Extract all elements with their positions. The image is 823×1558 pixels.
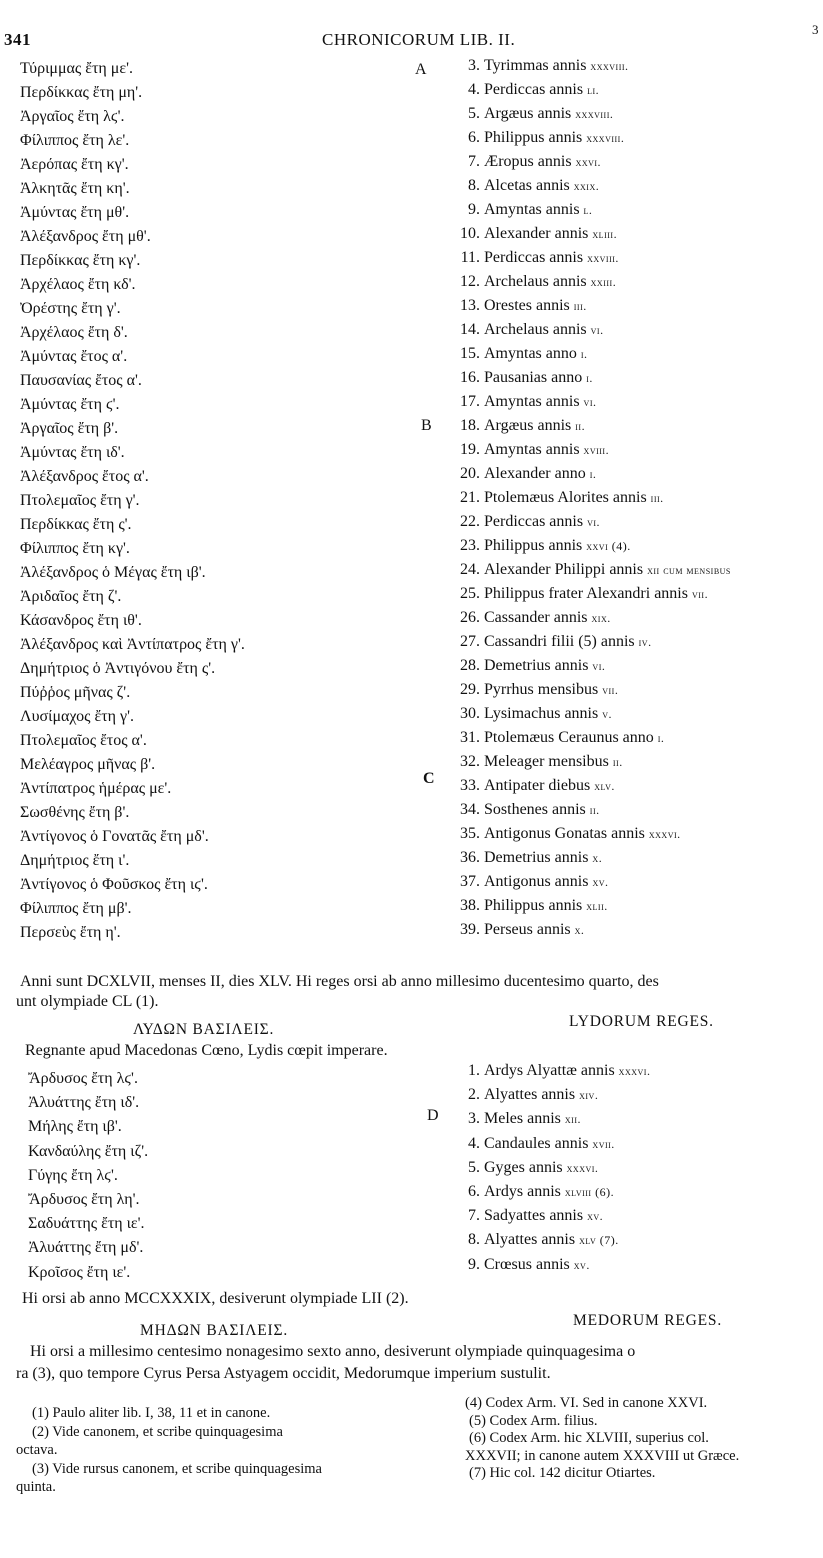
greek-king-entry: Ἀμύντας ἔτη ιδ'. <box>20 444 125 461</box>
latin-king-entry <box>452 1110 581 1128</box>
greek-king-entry: Κάσανδρος ἔτη ιθ'. <box>20 612 142 629</box>
media-latin-title: MEDORUM REGES. <box>573 1312 722 1329</box>
latin-king-entry <box>452 729 664 747</box>
greek-king-entry: Ἀλυάττης ἔτη ιδ'. <box>28 1094 140 1112</box>
greek-king-entry: Κανδαύλης ἔτη ιζ'. <box>28 1142 149 1160</box>
entry-text: Gyges annis <box>484 1158 567 1176</box>
entry-years: xix. <box>591 611 611 625</box>
greek-king-entry: Ἀλέξανδρος καὶ Ἀντίπατρος ἔτη γ'. <box>20 636 245 653</box>
entry-years: xxviii. <box>587 251 619 265</box>
entry-number: 19. <box>460 441 480 458</box>
entry-text: Pausanias anno <box>484 369 587 386</box>
entry-text: Amyntas annis <box>484 441 584 458</box>
entry-years: i. <box>589 467 597 481</box>
entry-number: 7. <box>468 1207 480 1225</box>
greek-king-entry: Πτολεμαῖος ἔτη γ'. <box>20 492 140 509</box>
latin-king-entry <box>452 1062 650 1080</box>
greek-king-entry: Πύῤῥος μῆνας ζ'. <box>20 684 131 701</box>
entry-text: Æropus annis <box>484 153 576 170</box>
entry-number: 5. <box>468 105 480 122</box>
entry-number: 8. <box>468 177 480 194</box>
greek-king-entry: Ἀρχέλαος ἔτη δ'. <box>20 324 128 341</box>
margin-letter-c: C <box>423 770 435 787</box>
latin-king-entry <box>452 393 597 411</box>
latin-king-entry <box>452 249 619 267</box>
entry-text: Philippus frater Alexandri annis <box>484 585 692 602</box>
latin-king-entry <box>452 417 585 435</box>
entry-text: Amyntas annis <box>484 393 584 410</box>
greek-king-entry: Γύγης ἔτη λϛ'. <box>28 1166 118 1184</box>
lydia-closing: Hi orsi ab anno MCCXXXIX, desiverunt olympiade LII (2). <box>22 1290 409 1307</box>
entry-text: Ptolemæus Alorites annis <box>484 489 651 506</box>
entry-number: 20. <box>460 465 480 482</box>
entry-text: Archelaus annis <box>484 321 591 338</box>
greek-king-entry: Ὀρέστης ἔτη γ'. <box>20 300 121 317</box>
entry-number: 11. <box>460 249 480 266</box>
entry-number: 32. <box>460 753 480 770</box>
entry-number: 1. <box>468 1062 480 1079</box>
latin-king-entry <box>452 657 605 675</box>
entry-number: 5. <box>468 1158 480 1176</box>
entry-number: 8. <box>468 1231 480 1249</box>
entry-years: xxxviii. <box>586 131 625 145</box>
greek-king-entry: Ἀμύντας ἔτη ϛ'. <box>20 396 120 413</box>
entry-number: 9. <box>468 1255 480 1273</box>
entry-text: Ptolemæus Ceraunus anno <box>484 729 658 746</box>
entry-number: 26. <box>460 609 480 626</box>
latin-king-entry <box>452 489 664 507</box>
latin-king-entry <box>452 513 600 531</box>
greek-king-entry: Ἀργαῖος ἔτη β'. <box>20 420 119 437</box>
entry-years: xxxvi. <box>566 1160 599 1175</box>
entry-years: xlv (7). <box>579 1233 619 1248</box>
greek-king-entry: Σωσθένης ἔτη β'. <box>20 804 130 821</box>
latin-king-entry <box>452 825 681 843</box>
entry-years: vi. <box>592 659 606 673</box>
entry-text: Tyrimmas annis <box>484 57 591 74</box>
entry-years: xxvi (4). <box>586 539 631 553</box>
greek-king-entry: Ἀρχέλαος ἔτη κδ'. <box>20 276 136 293</box>
entry-text: Perdiccas annis <box>484 513 588 530</box>
entry-number: 38. <box>460 897 480 914</box>
entry-text: Orestes annis <box>484 297 574 314</box>
greek-king-entry: Ἀντίπατρος ἡμέρας με'. <box>20 780 172 797</box>
latin-king-entry <box>452 1183 614 1201</box>
greek-king-entry: Ἀμύντας ἔτη μθ'. <box>20 204 130 221</box>
entry-years: vi. <box>590 323 604 337</box>
greek-king-entry: Ἄρδυσος ἔτη λη'. <box>28 1191 140 1208</box>
entry-number: 15. <box>460 345 480 362</box>
entry-years: vii. <box>602 683 619 697</box>
greek-king-entry: Δημήτριος ὁ Ἀντιγόνου ἔτη ς'. <box>20 660 216 677</box>
media-line2: ra (3), quo tempore Cyrus Persa Astyagem occidit, Medorumque imperium sustulit. <box>16 1365 551 1382</box>
lydia-intro: Regnante apud Macedonas Cœno, Lydis cœpit imperare. <box>25 1042 388 1059</box>
entry-text: Meleager mensibus <box>484 753 613 770</box>
latin-king-entry <box>452 1207 603 1225</box>
greek-king-entry: Ἀλέξανδρος ὁ Μέγας ἔτη ιβ'. <box>20 564 206 581</box>
latin-king-entry <box>452 537 631 555</box>
entry-text: Alyattes annis <box>484 1231 580 1249</box>
entry-years: iv. <box>638 635 652 649</box>
entry-text: Demetrius annis <box>484 849 593 866</box>
entry-years: xxvi. <box>575 155 602 169</box>
entry-years: i. <box>657 731 665 745</box>
entry-number: 39. <box>460 921 480 938</box>
entry-text: Amyntas anno <box>484 345 581 362</box>
greek-king-entry: Ἀλέξανδρος ἔτη μθ'. <box>20 228 151 245</box>
macedon-summary-line1: Anni sunt DCXLVII, menses II, dies XLV. Hi reges orsi ab anno millesimo ducentesimo quarto, des <box>20 973 659 990</box>
entry-number: 10. <box>460 225 480 242</box>
entry-number: 17. <box>460 393 480 410</box>
latin-king-entry <box>452 153 601 171</box>
entry-text: Alexander anno <box>484 465 590 482</box>
greek-king-entry: Ἀμύντας ἔτος α'. <box>20 348 128 365</box>
entry-years: xlii. <box>586 899 608 913</box>
latin-king-entry <box>452 465 596 483</box>
footnote-line: octava. <box>16 1442 58 1458</box>
entry-years: xxxvi. <box>648 827 681 841</box>
greek-king-entry: Περδίκκας ἔτη μη'. <box>20 84 143 101</box>
entry-text: Antigonus Gonatas annis <box>484 825 649 842</box>
entry-text: Demetrius annis <box>484 657 593 674</box>
latin-king-entry <box>452 921 584 939</box>
footnote-line: (4) Codex Arm. VI. Sed in canone XXVI. <box>465 1395 708 1411</box>
entry-years: xxxviii. <box>590 59 629 73</box>
greek-king-entry: Τύριμμας ἔτη με'. <box>20 60 133 77</box>
entry-number: 9. <box>468 201 480 218</box>
entry-years: iii. <box>573 299 587 313</box>
entry-number: 4. <box>468 1134 480 1152</box>
entry-years: iii. <box>650 491 664 505</box>
latin-king-entry <box>452 345 588 363</box>
footnote-line: quinta. <box>16 1479 56 1495</box>
greek-king-entry: Φίλιππος ἔτη λε'. <box>20 132 130 149</box>
footnote-line: XXXVII; in canone autem XXXVIII ut Græce. <box>465 1447 740 1464</box>
latin-king-entry <box>452 705 612 723</box>
entry-text: Alexander Philippi annis <box>484 561 648 578</box>
footnote-line: (6) Codex Arm. hic XLVIII, superius col. <box>469 1430 709 1446</box>
entry-years: ii. <box>589 803 600 817</box>
entry-number: 2. <box>468 1086 480 1104</box>
entry-number: 37. <box>460 873 480 890</box>
greek-king-entry: Ἀργαῖος ἔτη λϛ'. <box>20 108 125 125</box>
latin-king-entry <box>452 369 593 387</box>
entry-number: 22. <box>460 513 480 530</box>
entry-number: 24. <box>460 561 480 578</box>
entry-text: Sosthenes annis <box>484 801 590 818</box>
entry-text: Ardys Alyattæ annis <box>484 1062 619 1079</box>
entry-number: 33. <box>460 777 480 794</box>
entry-number: 25. <box>460 585 480 602</box>
entry-years: vi. <box>587 515 601 529</box>
greek-king-entry: Μήλης ἔτη ιβ'. <box>28 1118 122 1136</box>
greek-king-entry: Σαδυάττης ἔτη ιε'. <box>28 1215 145 1233</box>
latin-king-entry <box>452 201 592 219</box>
latin-king-entry <box>452 57 629 75</box>
entry-number: 34. <box>460 801 480 818</box>
entry-number: 12. <box>460 273 480 290</box>
greek-king-entry: Δημήτριος ἔτη ι'. <box>20 852 130 869</box>
greek-king-entry: Πτολεμαῖος ἔτος α'. <box>20 732 147 749</box>
entry-number: 14. <box>460 321 480 338</box>
entry-years: xlviii (6). <box>564 1185 615 1199</box>
entry-text: Candaules annis <box>484 1134 593 1152</box>
entry-text: Argæus annis <box>484 105 576 122</box>
latin-king-entry <box>452 633 652 651</box>
entry-number: 16. <box>460 369 480 386</box>
greek-king-entry: Μελέαγρος μῆνας β'. <box>20 756 156 773</box>
latin-king-entry <box>452 801 600 819</box>
entry-number: 4. <box>468 81 480 98</box>
entry-number: 35. <box>460 825 480 842</box>
entry-years: xiv. <box>579 1088 599 1103</box>
footnote-line: (1) Paulo aliter lib. I, 38, 11 et in canone. <box>32 1405 271 1421</box>
entry-text: Philippus annis <box>484 129 587 146</box>
entry-years: i. <box>580 347 588 361</box>
entry-number: 6. <box>468 1183 480 1200</box>
entry-text: Antigonus annis <box>484 873 593 890</box>
entry-years: xxix. <box>573 179 600 193</box>
latin-king-entry <box>452 609 611 627</box>
greek-king-entry: Ἀλέξανδρος ἔτος α'. <box>20 468 149 485</box>
entry-years: xv. <box>587 1209 604 1224</box>
media-line1: Hi orsi a millesimo centesimo nonagesimo sexto anno, desiverunt olympiade quinquagesima o <box>30 1343 636 1360</box>
entry-years: xii cum mensibus <box>647 563 731 577</box>
entry-text: Cassander annis <box>484 609 592 626</box>
entry-text: Perdiccas annis <box>484 249 588 266</box>
page-number: 341 <box>4 30 31 49</box>
greek-king-entry: Περσεὺς ἔτη η'. <box>20 924 121 941</box>
entry-number: 23. <box>460 537 480 554</box>
footnote-line: (5) Codex Arm. filius. <box>469 1412 598 1429</box>
entry-text: Lysimachus annis <box>484 705 603 722</box>
latin-king-entry <box>452 1256 590 1274</box>
entry-years: vii. <box>691 587 709 601</box>
entry-text: Perseus annis <box>484 921 575 938</box>
entry-number: 3. <box>468 57 480 74</box>
latin-king-entry <box>452 777 615 795</box>
entry-number: 27. <box>460 633 480 650</box>
footnote-line: (3) Vide rursus canonem, et scribe quinquagesima <box>32 1460 322 1477</box>
greek-king-entry: Ἀλκητᾶς ἔτη κη'. <box>20 180 130 197</box>
lydia-greek-title: ΛΥΔΩΝ ΒΑΣΙΛΕΙΣ. <box>133 1021 275 1038</box>
entry-text: Antipater diebus <box>484 777 595 794</box>
entry-years: v. <box>602 707 612 721</box>
macedon-summary-line2: unt olympiade CL (1). <box>16 993 159 1010</box>
greek-king-entry: Περδίκκας ἔτη κγ'. <box>20 252 141 269</box>
media-greek-title: ΜΗΔΩΝ ΒΑΣΙΛΕΙΣ. <box>140 1322 289 1339</box>
entry-number: 29. <box>460 681 480 698</box>
entry-text: Alcetas annis <box>484 177 574 194</box>
greek-king-entry: Περδίκκας ἔτη ς'. <box>20 516 132 533</box>
entry-years: i. <box>586 371 593 385</box>
greek-king-entry: Ἀντίγονος ὁ Γονατᾶς ἔτη μδ'. <box>20 828 209 845</box>
entry-years: xii. <box>564 1112 581 1127</box>
entry-text: Philippus annis <box>484 897 587 914</box>
entry-text: Perdiccas annis <box>484 81 588 98</box>
entry-number: 30. <box>460 705 480 722</box>
entry-years: xxxvi. <box>618 1064 651 1078</box>
margin-letter-b: B <box>421 417 432 434</box>
entry-number: 7. <box>468 153 480 170</box>
greek-king-entry: Φίλιππος ἔτη κγ'. <box>20 540 130 557</box>
latin-king-entry <box>452 321 604 339</box>
entry-number: 13. <box>460 297 480 314</box>
entry-number: 36. <box>460 849 480 866</box>
entry-text: Alexander annis <box>484 225 593 242</box>
entry-text: Pyrrhus mensibus <box>484 681 603 698</box>
entry-years: xv. <box>592 875 609 889</box>
entry-text: Archelaus annis <box>484 273 591 290</box>
entry-years: ii. <box>575 419 586 433</box>
entry-text: Amyntas annis <box>484 201 584 218</box>
entry-number: 28. <box>460 657 480 674</box>
latin-king-entry <box>452 441 609 459</box>
greek-king-entry: Φίλιππος ἔτη μβ'. <box>20 900 132 917</box>
entry-text: Philippus annis <box>484 537 587 554</box>
latin-king-entry <box>452 585 708 603</box>
greek-king-entry: Ἀερόπας ἔτη κγ'. <box>20 156 129 173</box>
greek-king-entry: Παυσανίας ἔτος α'. <box>20 372 142 389</box>
greek-king-entry: Λυσίμαχος ἔτη γ'. <box>20 708 134 725</box>
entry-text: Ardys annis <box>484 1183 565 1200</box>
latin-king-entry <box>452 873 609 891</box>
entry-years: xvii. <box>592 1136 615 1151</box>
latin-king-entry <box>452 81 599 99</box>
greek-king-entry: Ἄρδυσος ἔτη λϛ'. <box>28 1070 138 1087</box>
entry-years: xviii. <box>583 443 610 457</box>
greek-king-entry: Ἀντίγονος ὁ Φοῦσκος ἔτη ιϛ'. <box>20 876 208 893</box>
latin-king-entry <box>452 297 587 315</box>
latin-king-entry <box>452 561 731 579</box>
entry-text: Crœsus annis <box>484 1255 574 1273</box>
entry-years: ii. <box>612 755 623 769</box>
latin-king-entry <box>452 1231 619 1249</box>
lydia-latin-title: LYDORUM REGES. <box>569 1013 714 1030</box>
entry-years: x. <box>574 923 585 937</box>
margin-letter-d: D <box>427 1107 439 1124</box>
entry-years: xv. <box>573 1257 590 1272</box>
entry-text: Argæus annis <box>484 417 576 434</box>
entry-number: 3. <box>468 1110 480 1128</box>
latin-king-entry <box>452 897 608 915</box>
entry-number: 21. <box>460 489 480 506</box>
entry-number: 31. <box>460 729 480 746</box>
entry-years: xxiii. <box>590 275 617 289</box>
entry-number: 6. <box>468 129 480 146</box>
entry-years: x. <box>592 851 603 865</box>
entry-years: li. <box>587 83 600 97</box>
entry-text: Meles annis <box>484 1110 565 1128</box>
entry-years: xliii. <box>592 227 618 241</box>
latin-king-entry <box>452 753 623 771</box>
greek-king-entry: Ἀλυάττης ἔτη μδ'. <box>28 1239 144 1257</box>
entry-years: xxxviii. <box>575 107 614 121</box>
entry-text: Sadyattes annis <box>484 1207 588 1225</box>
latin-king-entry <box>452 105 613 123</box>
margin-letter-a: A <box>415 61 427 78</box>
latin-king-entry <box>452 273 616 291</box>
latin-king-entry <box>452 1135 615 1153</box>
greek-king-entry: Κροῖσος ἔτη ιε'. <box>28 1263 131 1281</box>
corner-mark: 3 <box>812 22 819 37</box>
latin-king-entry <box>452 129 624 147</box>
latin-king-entry <box>452 681 618 699</box>
footnote-line: (2) Vide canonem, et scribe quinquagesima <box>32 1423 283 1440</box>
entry-text: Cassandri filii (5) annis <box>484 633 639 650</box>
latin-king-entry <box>452 177 599 195</box>
entry-years: l. <box>583 203 593 217</box>
latin-king-entry <box>452 1086 598 1104</box>
footnote-line: (7) Hic col. 142 dicitur Otiartes. <box>469 1465 656 1481</box>
latin-king-entry <box>452 849 602 867</box>
entry-years: xlv. <box>594 779 615 793</box>
entry-text: Alyattes annis <box>484 1086 580 1104</box>
greek-king-entry: Ἀριδαῖος ἔτη ζ'. <box>20 588 122 605</box>
entry-number: 18. <box>460 417 480 434</box>
running-title: CHRONICORUM LIB. II. <box>322 30 516 49</box>
latin-king-entry <box>452 1159 598 1177</box>
entry-years: vi. <box>583 395 597 409</box>
latin-king-entry <box>452 225 617 243</box>
